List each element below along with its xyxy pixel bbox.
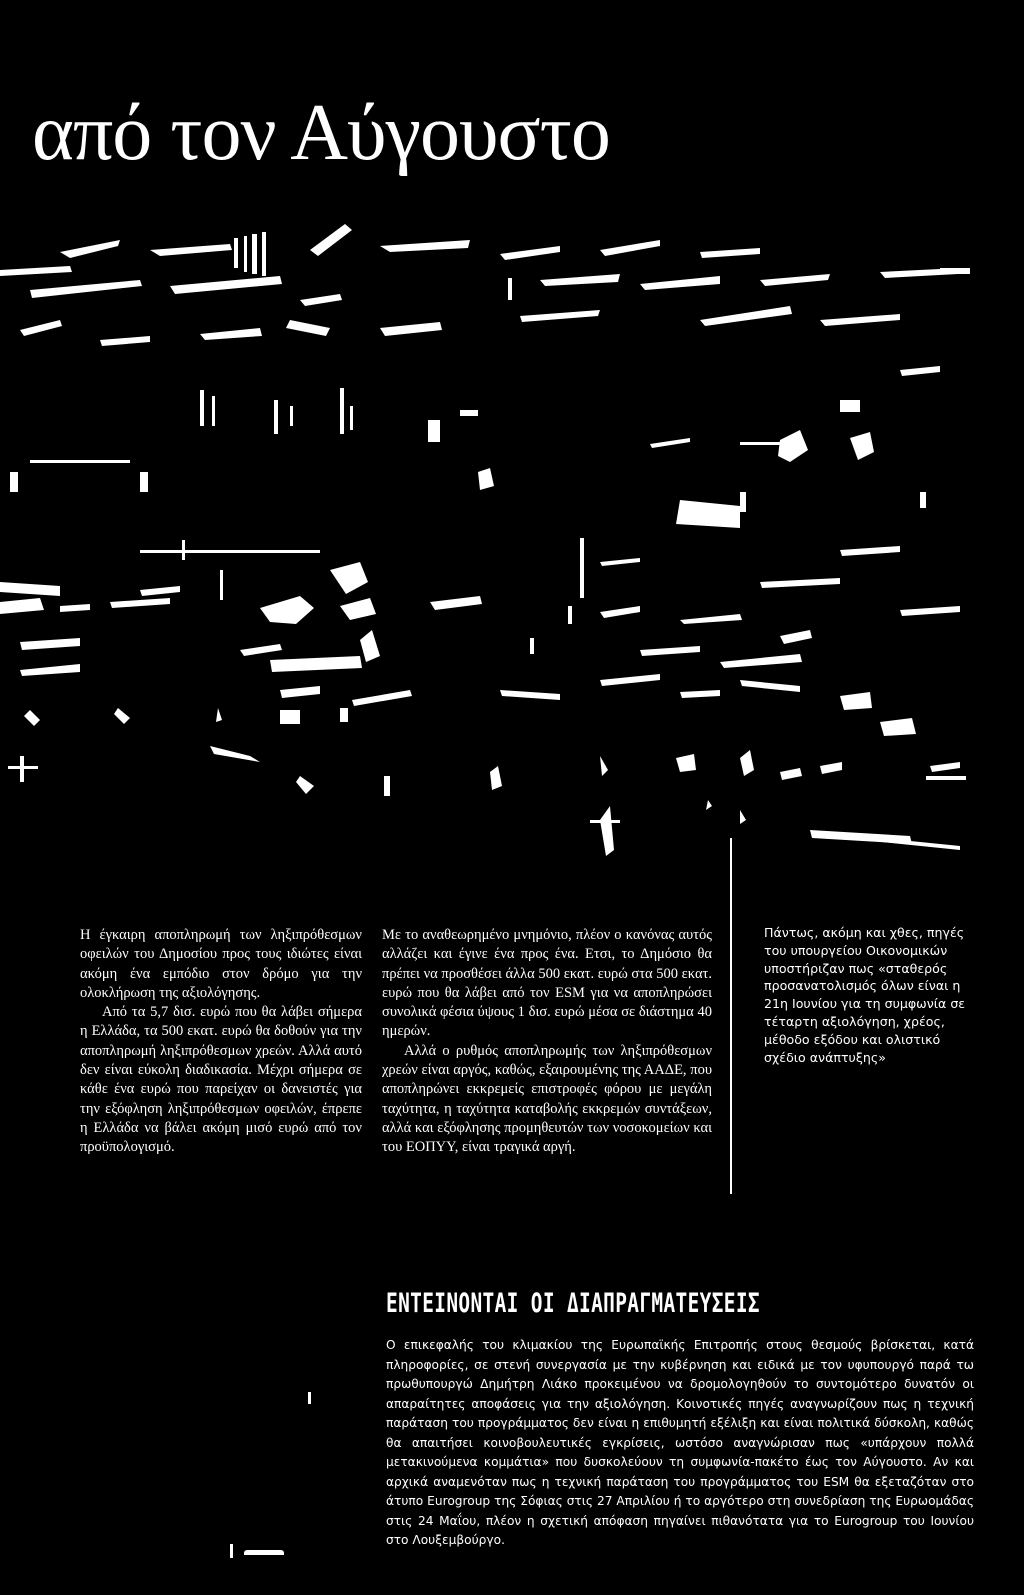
decorative-mark (230, 1544, 233, 1558)
article-paragraph: Αλλά ο ρυθμός αποπληρωμής των ληξιπρόθεσμων χρεών είναι αργός, καθώς, εξαιρουμένης της ΑΑΔΕ, που αποπληρώνει εκκρεμείς επιστροφές φόρου με μεγάλη ταχύτητα, η ταχύτητα καταβολής εκκρεμών συντάξεων, αλλά και εξόφλησης προμηθευτών των νοσοκομείων και του ΕΟΠΥΥ, είναι τραγικά αργή. (382, 1042, 712, 1156)
box-text (386, 1336, 974, 1551)
decorative-mark (308, 1392, 311, 1404)
decorative-mark (244, 1550, 284, 1555)
column-divider (730, 838, 732, 1194)
article-column-1 (80, 926, 362, 1158)
trading-floor-photo (0, 210, 1024, 900)
box-paragraph: Ο επικεφαλής του κλιμακίου της Ευρωπαϊκής Επιτροπής στους θεσμούς βρίσκεται, κατά πληροφορίες, σε στενή συνεργασία με την κυβέρνηση και ειδικά με τον υφυπουργό παρά τω πρωθυπουργώ Δημήτρη Λιάκο προκειμένου να δρομολογηθούν το συντομότερο δυνατόν οι απαραίτητες αποφάσεις για την αξιολόγηση. Κοινοτικές πηγές αναγνωρίζουν πως η τεχνική παράταση του προγράμματος δεν είναι η επιθυμητή εξέλιξη και είναι πολιτικά δύσκολη, καθώς θα απαιτήσει κοινοβουλευτικές εγκρίσεις, ωστόσο αναγνώρισαν πως «υπάρχουν πολλά μετακινούμενα κομμάτια» που δυσκολεύουν τη συμφωνία-πακέτο έως τον Αύγουστο. Αν και αρχικά αναμενόταν πως η τεχνική παράταση του προγράμματος του ESM θα εξεταζόταν στο άτυπο Eurogroup της Σόφιας στις 27 Απριλίου ή το αργότερο στη συνεδρίαση της Ευρωομάδας στις 24 Μαΐου, πλέον η σχετική απόφαση πηγαίνει πιθανότατα για το Eurogroup του Ιουνίου στο Λουξεμβούργο. (386, 1338, 974, 1547)
article-paragraph: Με το αναθεωρημένο μνημόνιο, πλέον ο κανόνας αυτός αλλάζει και έγινε ένα προς ένα. Ετσι, το Δημόσιο θα πρέπει να προσθέσει άλλα 500 εκατ. ευρώ στα 500 εκατ. ευρώ που θα λάβει από τον ESM για να αποπληρώσει συνολικά φέσια ύψους 1 δισ. ευρώ μέσα σε διάστημα 40 ημερών. (382, 927, 712, 1040)
pull-quote: Πάντως, ακόμη και χθες, πηγές του υπουργείου Οικονομικών υποστήριζαν πως «σταθερός προσανατολισμός όλων είναι η 21η Ιουνίου για τη συμφωνία σε τέταρτη αξιολόγηση, χρέος, μέθοδο εξόδου και ολιστικό σχέδιο ανάπτυξης» (764, 925, 966, 1065)
article-paragraph: Η έγκαιρη αποπληρωμή των ληξιπρόθεσμων οφειλών του Δημοσίου προς τους ιδιώτες είναι ακόμη ένα εμπόδιο στον δρόμο για την ολοκλήρωση της αξιολόγησης. (80, 927, 362, 1001)
headline: από τον Αύγουστο (32, 89, 610, 177)
box-title: ΕΝΤΕΙΝΟΝΤΑΙ ΟΙ ΔΙΑΠΡΑΓΜΑΤΕΥΣΕΙΣ (386, 1288, 760, 1319)
article-column-2 (382, 926, 712, 1158)
article-paragraph: Από τα 5,7 δισ. ευρώ που θα λάβει σήμερα η Ελλάδα, τα 500 εκατ. ευρώ θα δοθούν για την αποπληρωμή ληξιπρόθεσμων χρεών. Αλλά αυτό δεν είναι εύκολη διαδικασία. Μέχρι σήμερα σε κάθε ένα ευρώ που παρείχαν οι δανειστές για την εξόφληση ληξιπρόθεσμων οφειλών, έπρεπε η Ελλάδα να βάλει ακόμη μισό ευρώ από τον προϋπολογισμό. (80, 1004, 362, 1156)
